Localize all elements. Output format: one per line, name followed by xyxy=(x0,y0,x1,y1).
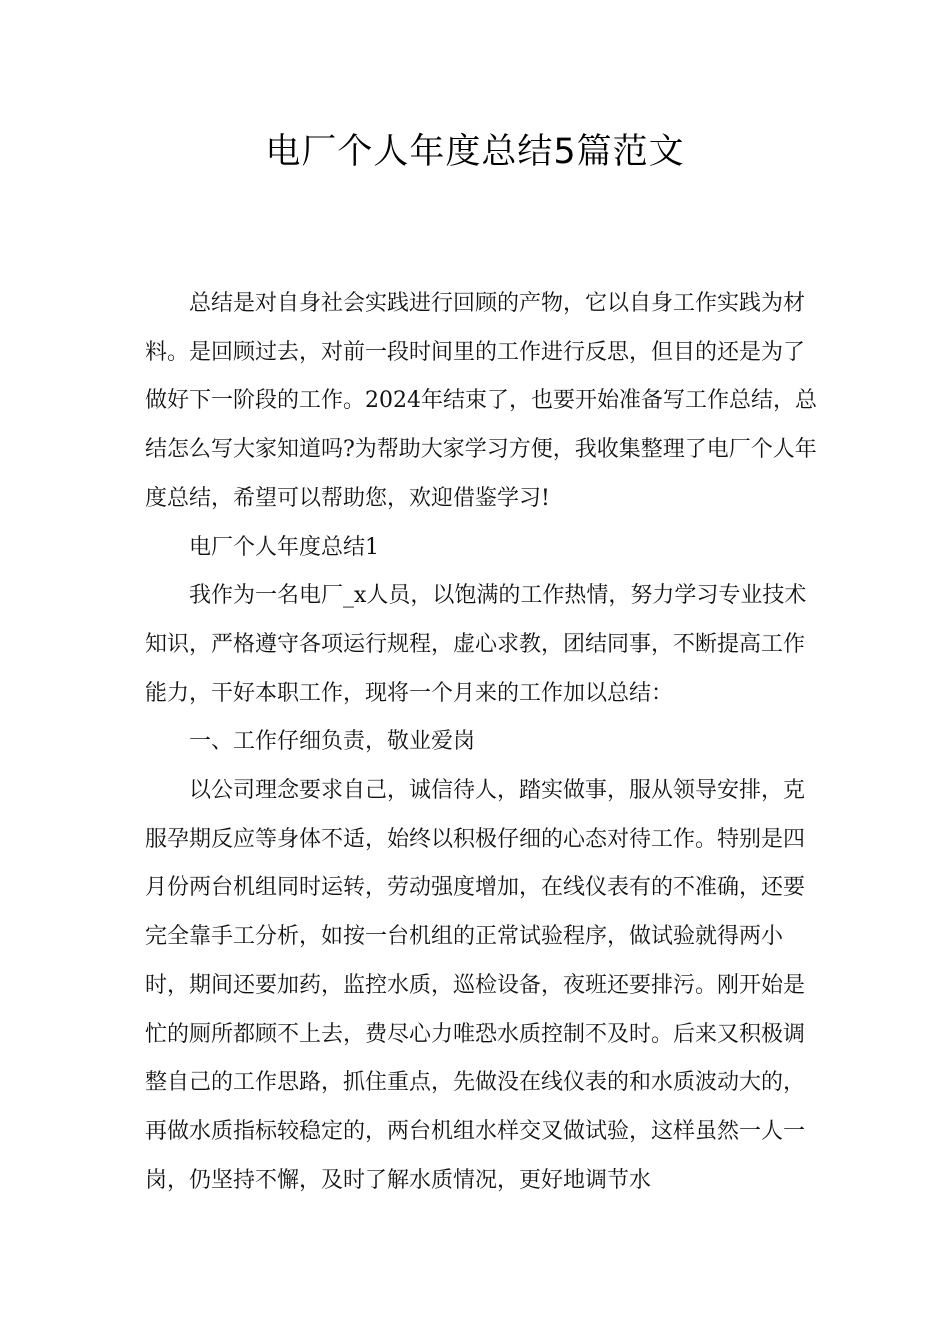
subheading-1: 一、工作仔细负责，敬业爱岗 xyxy=(189,729,476,755)
section-1-paragraph-2: 以公司理念要求自己，诚信待人，踏实做事，服从领导安排，克服孕期反应等身体不适，始终以积极仔细的心态对待工作。特别是四月份两台机组同时运转，劳动强度增加，在线仪表有的不准确，还要完全靠手工分析，如按一台机组的正常试验程序，做试验就得两小时，期间还要加药，监控水质，巡检设备，夜班还要排污。刚开始是忙的厕所都顾不上去，费尽心力唯恐水质控制不及时。后来又积极调整自己的工作思路，抓住重点，先做没在线仪表的和水质波动大的，再做水质指标较稳定的，两台机组水样交叉做试验，这样虽然一人一岗，仍坚持不懈，及时了解水质情况，更好地调节水 xyxy=(145,778,806,1193)
intro-paragraph: 总结是对自身社会实践进行回顾的产物，它以自身工作实践为材料。是回顾过去，对前一段时间里的工作进行反思，但目的还是为了做好下一阶段的工作。2024年结束了，也要开始准备写工作总结，总结怎么写大家知道吗?为帮助大家学习方便，我收集整理了电厂个人年度总结，希望可以帮助您，欢迎借鉴学习! xyxy=(145,291,817,511)
section-1-paragraph-1: 我作为一名电厂_x人员，以饱满的工作热情，努力学习专业技术知识，严格遵守各项运行规程，虚心求教，团结同事，不断提高工作能力，干好本职工作，现将一个月来的工作加以总结： xyxy=(145,583,807,706)
document-title: 电厂个人年度总结5篇范文 xyxy=(265,132,685,172)
section-1-title: 电厂个人年度总结1 xyxy=(189,534,379,560)
document-body xyxy=(145,280,825,1205)
